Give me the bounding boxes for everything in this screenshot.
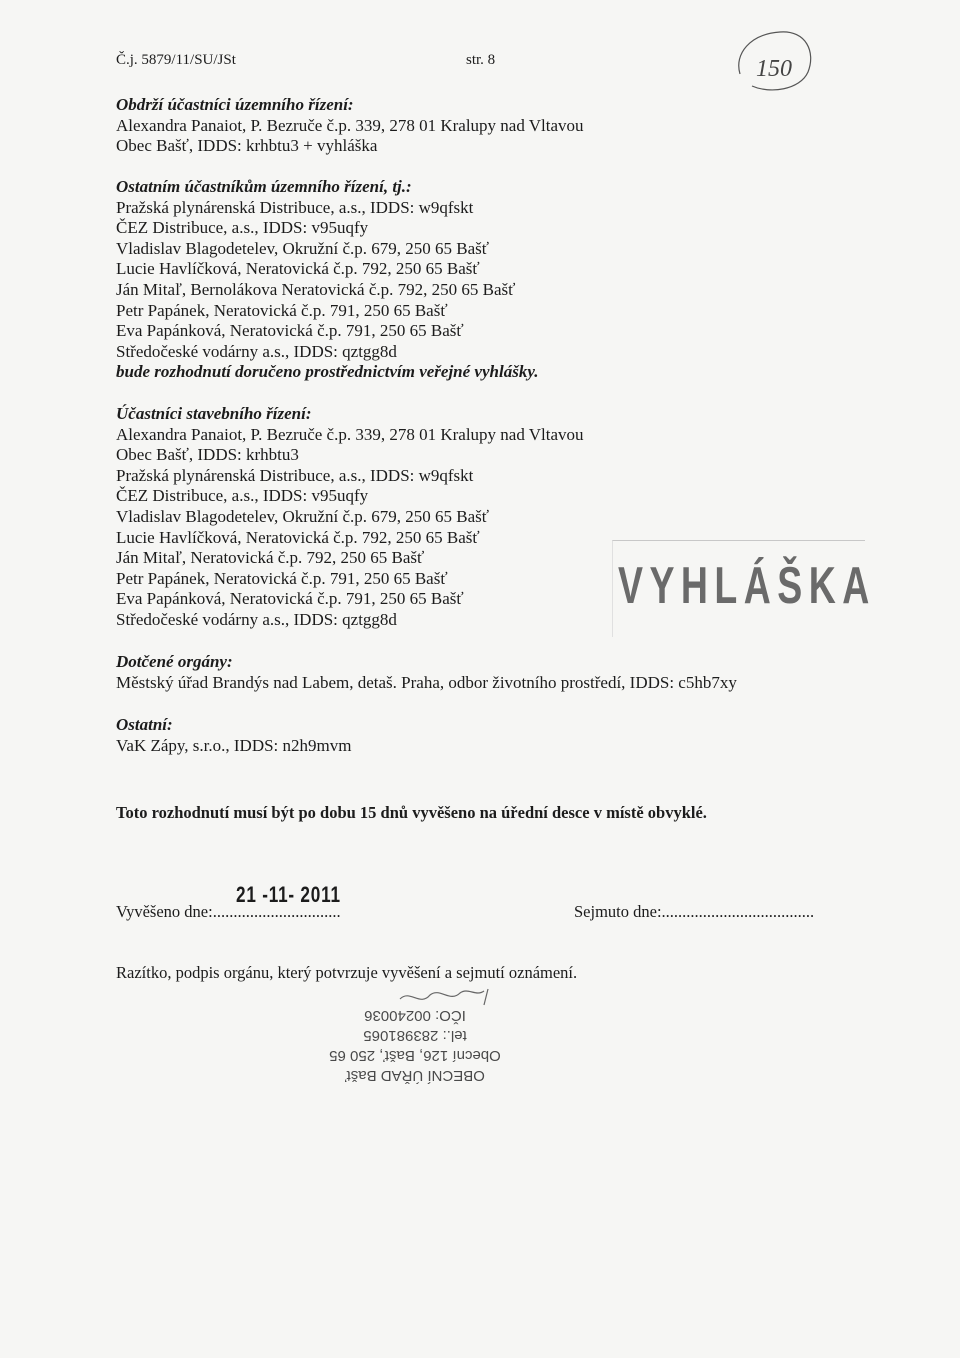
participant-line: Petr Papánek, Neratovická č.p. 791, 250 65 Bašť [116, 300, 448, 320]
other-heading: Ostatní: [116, 715, 173, 734]
posted-field [116, 902, 341, 922]
page-number: str. 8 [466, 52, 496, 68]
authorities-section [116, 652, 737, 693]
posted-label: Vyvěšeno dne: [116, 902, 213, 921]
removed-label: Sejmuto dne: [574, 902, 662, 921]
recipients-heading: Obdrží účastníci územního řízení: [116, 95, 354, 114]
other-participants-heading: Ostatním účastníkům územního řízení, tj.: [116, 177, 412, 196]
other-section [116, 715, 351, 756]
posting-notice: Toto rozhodnutí musí být po dobu 15 dnů vyvěšeno na úřední desce v místě obvyklé. [116, 803, 707, 822]
participant-line: Ján Mitaľ, Neratovická č.p. 792, 250 65 Bašť [116, 548, 425, 568]
participant-line: ČEZ Distribuce, a.s., IDDS: v95uqfy [116, 218, 369, 238]
posted-date-stamp: 21 -11- 2011 [236, 882, 341, 907]
participant-line: Petr Papánek, Neratovická č.p. 791, 250 65 Bašť [116, 568, 448, 588]
participant-line: Lucie Havlíčková, Neratovická č.p. 792, 250 65 Bašť [116, 259, 480, 279]
stamp-caption: Razítko, podpis orgánu, který potvrzuje vyvěšení a sejmutí oznámení. [116, 963, 578, 982]
building-participants-section [116, 404, 584, 631]
posted-dots: ............................... [212, 902, 341, 921]
vyhlaska-stamp: VYHLÁŠKA [618, 557, 876, 615]
office-stamp-line: OBECNÍ ÚŘAD Bašť [345, 1067, 485, 1084]
participant-line: Eva Papánková, Neratovická č.p. 791, 250 65 Bašť [116, 321, 464, 341]
participant-line: Eva Papánková, Neratovická č.p. 791, 250 65 Bašť [116, 589, 464, 609]
participant-line: Středočeské vodárny a.s., IDDS: qztgg8d [116, 341, 397, 361]
recipient-line: Obec Bašť, IDDS: krhbtu3 + vyhláška [116, 136, 378, 156]
other-participants-section [116, 177, 539, 383]
corner-mark-number: 150 [756, 56, 792, 82]
participant-line: Pražská plynárenská Distribuce, a.s., IDDS: w9qfskt [116, 197, 474, 217]
authority-line: Městský úřad Brandýs nad Labem, detaš. Praha, odbor životního prostředí, IDDS: c5hb7xy [116, 672, 737, 692]
participant-line: Vladislav Blagodetelev, Okružní č.p. 679, 250 65 Bašť [116, 506, 490, 526]
removed-field [574, 902, 814, 922]
office-stamp-line: Obecní 126, Bašť, 250 65 [329, 1047, 501, 1064]
corner-mark [730, 24, 820, 98]
participant-line: Pražská plynárenská Distribuce, a.s., IDDS: w9qfskt [116, 465, 474, 485]
removed-dots: ..................................... [661, 902, 815, 921]
participant-line: Lucie Havlíčková, Neratovická č.p. 792, 250 65 Bašť [116, 527, 480, 547]
office-stamp [300, 985, 530, 1095]
participant-line: Středočeské vodárny a.s., IDDS: qztgg8d [116, 609, 397, 629]
participant-line: ČEZ Distribuce, a.s., IDDS: v95uqfy [116, 486, 369, 506]
reference-number: Č.j. 5879/11/SU/JSt [116, 52, 236, 68]
participant-line: Obec Bašť, IDDS: krhbtu3 [116, 445, 299, 465]
office-stamp-line: tel.: 283981065 [363, 1027, 467, 1044]
recipient-line: Alexandra Panaiot, P. Bezruče č.p. 339, 278 01 Kralupy nad Vltavou [116, 115, 584, 135]
public-notice-note: bude rozhodnutí doručeno prostřednictvím veřejné vyhlášky. [116, 362, 539, 382]
recipients-section [116, 95, 584, 157]
participant-line: Ján Mitaľ, Bernolákova Neratovická č.p. 792, 250 65 Bašť [116, 279, 516, 299]
authorities-heading: Dotčené orgány: [116, 652, 233, 671]
other-line: VaK Zápy, s.r.o., IDDS: n2h9mvm [116, 735, 352, 755]
participant-line: Alexandra Panaiot, P. Bezruče č.p. 339, 278 01 Kralupy nad Vltavou [116, 424, 584, 444]
office-stamp-line: IČO: 00240036 [364, 1007, 466, 1024]
building-participants-heading: Účastníci stavebního řízení: [116, 404, 312, 423]
participant-line: Vladislav Blagodetelev, Okružní č.p. 679, 250 65 Bašť [116, 238, 490, 258]
